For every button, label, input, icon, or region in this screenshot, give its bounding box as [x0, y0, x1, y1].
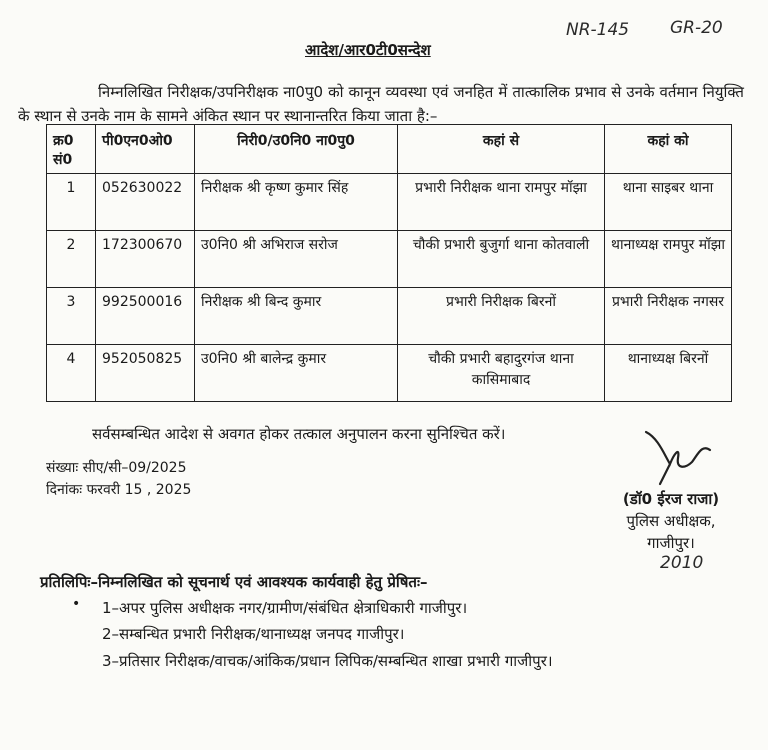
cell-officer: निरीक्षक श्री बिन्द कुमार [195, 288, 398, 345]
cell-from: चौकी प्रभारी बहादुरगंज थाना कासिमाबाद [398, 345, 605, 402]
header-serial: क्र0 सं0 [47, 125, 96, 174]
header-from: कहां से [398, 125, 605, 174]
table-row [47, 345, 732, 402]
transfer-table [46, 124, 732, 402]
cell-from: प्रभारी निरीक्षक थाना रामपुर मॉझा [398, 174, 605, 231]
cell-officer: निरीक्षक श्री कृष्ण कुमार सिंह [195, 174, 398, 231]
order-number: संख्याः सीए/सी–09/2025 [46, 460, 187, 476]
signatory-block [606, 488, 736, 554]
table-header-row [47, 125, 732, 174]
handwritten-sign-date: 2010 [660, 553, 704, 573]
cell-pno: 052630022 [96, 174, 195, 231]
cell-pno: 992500016 [96, 288, 195, 345]
intro-paragraph: निम्नलिखित निरीक्षक/उपनिरीक्षक ना0पु0 को कानून व्यवस्था एवं जनहित में तात्कालिक प्रभाव से उनके वर्तमान नियुक्ति के स्थान से उनके नाम के सामने अंकित स्थान पर स्थानान्तरित किया जाता है:– [18, 83, 744, 125]
cell-to: थानाध्यक्ष बिरनों [605, 345, 732, 402]
cell-from: चौकी प्रभारी बुजुर्गा थाना कोतवाली [398, 231, 605, 288]
order-date: दिनांकः फरवरी 15 , 2025 [46, 482, 192, 498]
cell-to: प्रभारी निरीक्षक नगसर [605, 288, 732, 345]
cell-pno: 952050825 [96, 345, 195, 402]
cell-serial: 2 [47, 231, 96, 288]
table-row [47, 231, 732, 288]
header-pno: पी0एन0ओ0 [96, 125, 195, 174]
handwritten-reference-2: GR-20 [670, 18, 723, 38]
handwritten-reference: NR-145 [566, 20, 630, 40]
cell-serial: 1 [47, 174, 96, 231]
cell-serial: 4 [47, 345, 96, 402]
signatory-name: (डॉ0 ईरज राजा) [622, 490, 720, 508]
signatory-place: गाजीपुर। [647, 534, 695, 552]
cell-from: प्रभारी निरीक्षक बिरनों [398, 288, 605, 345]
cell-officer: उ0नि0 श्री बालेन्द्र कुमार [195, 345, 398, 402]
header-to: कहां को [605, 125, 732, 174]
cc-item: 1–अपर पुलिस अधीक्षक नगर/ग्रामीण/संबंधित क्षेत्राधिकारी गाजीपुर। [102, 599, 468, 617]
cell-serial: 3 [47, 288, 96, 345]
closing-instruction: सर्वसम्बन्धित आदेश से अवगत होकर तत्काल अनुपालन करना सुनिश्चित करें। [92, 425, 506, 443]
cell-pno: 172300670 [96, 231, 195, 288]
cell-to: थाना साइबर थाना [605, 174, 732, 231]
signatory-designation: पुलिस अधीक्षक, [626, 512, 716, 530]
header-officer: निरी0/उ0नि0 ना0पु0 [195, 125, 398, 174]
signature-mark [640, 424, 720, 488]
table-row [47, 174, 732, 231]
cc-heading: प्रतिलिपिः–निम्नलिखित को सूचनार्थ एवं आवश्यक कार्यवाही हेतु प्रेषितः– [40, 573, 428, 591]
cell-to: थानाध्यक्ष रामपुर मॉझा [605, 231, 732, 288]
cell-officer: उ0नि0 श्री अभिराज सरोज [195, 231, 398, 288]
table-row [47, 288, 732, 345]
cc-item: 3–प्रतिसार निरीक्षक/वाचक/आंकिक/प्रधान लिपिक/सम्बन्धित शाखा प्रभारी गाजीपुर। [102, 652, 553, 670]
bullet-icon: • [72, 596, 81, 612]
document-title: आदेश/आर0टी0सन्देश [305, 41, 431, 59]
cc-item: 2–सम्बन्धित प्रभारी निरीक्षक/थानाध्यक्ष जनपद गाजीपुर। [102, 625, 405, 643]
